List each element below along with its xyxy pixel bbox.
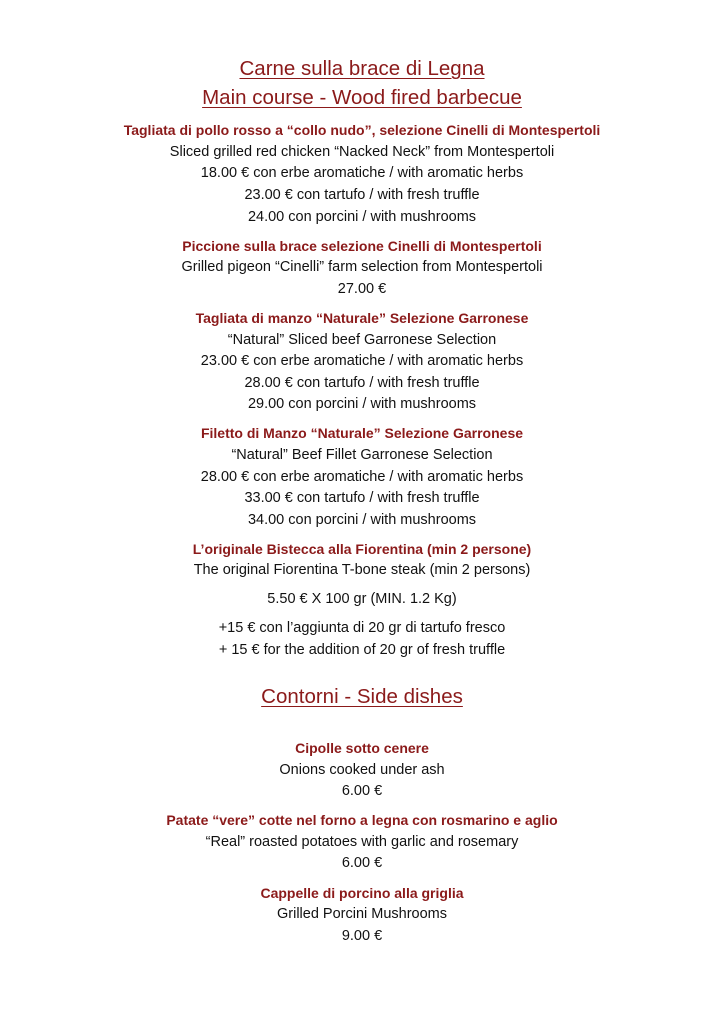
menu-item: [0, 236, 724, 301]
menu-item: [0, 423, 724, 531]
item-addon-english: + 15 € for the addition of 20 gr of fresh truffle: [218, 642, 506, 659]
menu-item: [0, 539, 724, 662]
item-name: Tagliata di pollo rosso a “collo nudo”, selezione Cinelli di Montespertoli: [123, 122, 601, 139]
item-name: Tagliata di manzo “Naturale” Selezione Garronese: [195, 309, 529, 326]
item-price: 29.00 con porcini / with mushrooms: [247, 396, 477, 413]
item-description: Grilled pigeon “Cinelli” farm selection from Montespertoli: [181, 259, 543, 276]
item-description: Grilled Porcini Mushrooms: [276, 906, 448, 923]
item-description: Sliced grilled red chicken “Nacked Neck” from Montespertoli: [169, 143, 555, 160]
item-price: 24.00 con porcini / with mushrooms: [247, 208, 477, 225]
item-price: 28.00 € con tartufo / with fresh truffle: [244, 374, 480, 391]
item-price: 33.00 € con tartufo / with fresh truffle: [244, 490, 480, 507]
item-name: Cappelle di porcino alla griglia: [260, 884, 464, 901]
item-description: “Natural” Sliced beef Garronese Selection: [227, 331, 497, 348]
section-title-english: Main course - Wood fired barbecue: [202, 85, 522, 109]
item-description: “Real” roasted potatoes with garlic and rosemary: [205, 833, 519, 850]
menu-item: [0, 120, 724, 228]
sides-title: Contorni - Side dishes: [261, 685, 463, 709]
item-price: 5.50 € X 100 gr (MIN. 1.2 Kg): [267, 591, 457, 608]
item-name: Piccione sulla brace selezione Cinelli di Montespertoli: [182, 237, 542, 254]
item-price: 23.00 € con tartufo / with fresh truffle: [244, 186, 480, 203]
item-price: 28.00 € con erbe aromatiche / with aromatic herbs: [200, 468, 524, 485]
item-price: 34.00 con porcini / with mushrooms: [247, 511, 477, 528]
item-name: Patate “vere” cotte nel forno a legna con rosmarino e aglio: [166, 812, 558, 829]
item-name: L’originale Bistecca alla Fiorentina (min 2 persone): [192, 540, 532, 557]
item-price: 23.00 € con erbe aromatiche / with aromatic herbs: [200, 353, 524, 370]
item-description: “Natural” Beef Fillet Garronese Selection: [231, 447, 493, 463]
menu-item: [0, 308, 724, 416]
item-description: The original Fiorentina T-bone steak (min 2 persons): [193, 562, 531, 579]
item-price: 27.00 €: [337, 280, 387, 297]
item-price: 18.00 € con erbe aromatiche / with aromatic herbs: [200, 165, 524, 182]
item-name: Cipolle sotto cenere: [295, 740, 429, 756]
menu-item: [0, 810, 724, 875]
item-name: Filetto di Manzo “Naturale” Selezione Garronese: [200, 425, 524, 442]
menu-item: [0, 883, 724, 948]
menu-item: [0, 738, 724, 803]
item-addon-italian: +15 € con l’aggiunta di 20 gr di tartufo fresco: [218, 620, 506, 637]
item-description: Onions cooked under ash: [279, 761, 445, 778]
section-title-italian: Carne sulla brace di Legna: [239, 56, 485, 80]
item-price: 6.00 €: [341, 783, 383, 800]
item-price: 6.00 €: [341, 855, 383, 872]
item-price: 9.00 €: [341, 927, 383, 944]
